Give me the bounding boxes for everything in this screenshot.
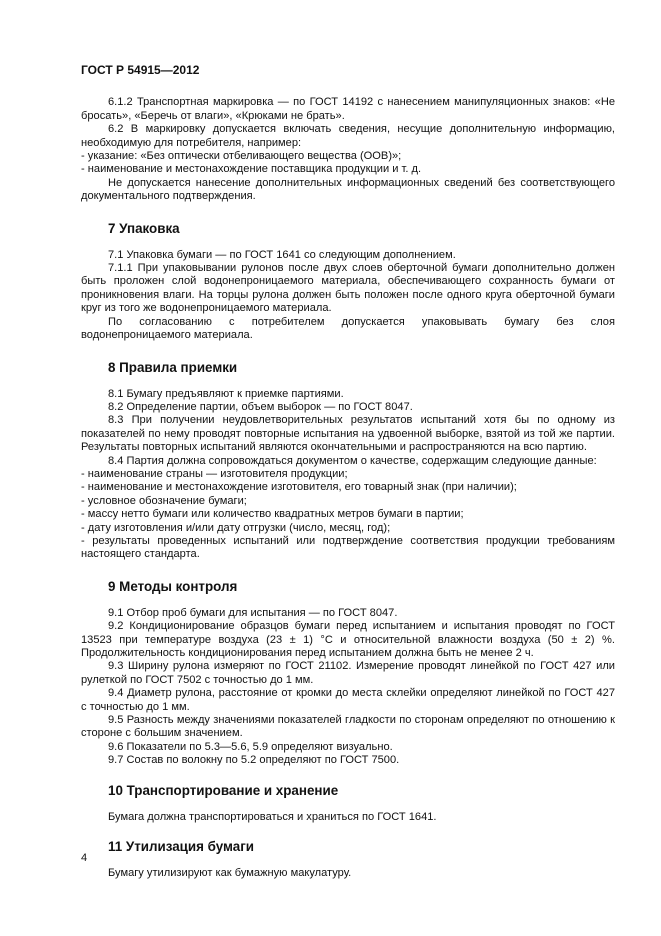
list-item: - массу нетто бумаги или количество квадратных метров бумаги в партии;	[81, 508, 464, 521]
paragraph: 6.2 В маркировку допускается включать сведения, несущие дополнительную информацию, необходимую для потребителя, например:	[81, 123, 615, 149]
paragraph: 8.2 Определение партии, объем выборок — по ГОСТ 8047.	[108, 400, 413, 413]
paragraph: 9.3 Ширину рулона измеряют по ГОСТ 21102. Измерение проводят линейкой по ГОСТ 427 или рулеткой по ГОСТ 7502 с точностью до 1 мм.	[81, 660, 615, 686]
paragraph: 9.4 Диаметр рулона, расстояние от кромки до места склейки определяют линейкой по ГОСТ 427 с точностью до 1 мм.	[81, 687, 615, 713]
intro-block	[81, 96, 615, 203]
paragraph: 6.1.2 Транспортная маркировка — по ГОСТ 14192 с нанесением манипуляционных знаков: «Не бросать», «Беречь от влаги», «Крюками не брать».	[81, 96, 615, 122]
section-packaging	[81, 221, 615, 343]
paragraph: 9.2 Кондиционирование образцов бумаги перед испытанием и испытания проводят по ГОСТ 13523 при температуре воздуха (23 ± 1) °С и относительной влажности воздуха (50 ± 2) %. Продолжительность кондиционирования перед испытанием должна быть не менее 2 ч.	[81, 620, 615, 659]
list-item: - наименование страны — изготовителя продукции;	[81, 467, 348, 480]
paragraph: 9.7 Состав по волокну по 5.2 определяют по ГОСТ 7500.	[108, 754, 400, 767]
page-number: 4	[81, 852, 88, 864]
paragraph: 9.5 Разность между значениями показателей гладкости по сторонам определяют по отношению к стороне с большим значением.	[81, 714, 615, 740]
list-item: - дату изготовления и/или дату отгрузки (число, месяц, год);	[81, 521, 391, 534]
document-page	[81, 64, 615, 880]
section-title: 9 Методы контроля	[108, 578, 238, 594]
section-title: 8 Правила приемки	[108, 359, 238, 375]
paragraph: 8.4 Партия должна сопровождаться документом о качестве, содержащим следующие данные:	[108, 454, 597, 467]
paragraph: По согласованию с потребителем допускается упаковывать бумагу без слоя водонепроницаемого материала.	[81, 315, 615, 342]
section-title: 11 Утилизация бумаги	[108, 839, 255, 855]
paragraph: 8.3 При получении неудовлетворительных результатов испытаний хотя бы по одному из показателей по нему проводят повторные испытания на удвоенной выборке, взятой из той же партии. Результаты повторных испытаний являются окончательными и распространяются на всю партию.	[81, 414, 615, 454]
section-title: 10 Транспортирование и хранение	[108, 782, 339, 798]
list-item: - наименование и местонахождение изготовителя, его товарный знак (при наличии);	[81, 481, 517, 494]
list-item: - указание: «Без оптически отбеливающего вещества (ООВ)»;	[81, 150, 402, 163]
section-disposal	[81, 839, 615, 880]
list-item: - наименование и местонахождение поставщика продукции и т. д.	[81, 163, 422, 176]
section-acceptance-rules	[81, 360, 615, 562]
paragraph: Бумагу утилизируют как бумажную макулатуру.	[108, 867, 352, 880]
paragraph: 9.6 Показатели по 5.3—5.6, 5.9 определяют визуально.	[108, 740, 393, 753]
section-test-methods	[81, 579, 615, 768]
paragraph: Бумага должна транспортироваться и храниться по ГОСТ 1641.	[108, 810, 437, 823]
paragraph: 9.1 Отбор проб бумаги для испытания — по ГОСТ 8047.	[108, 606, 398, 619]
paragraph: 7.1 Упаковка бумаги — по ГОСТ 1641 со следующим дополнением.	[108, 248, 456, 261]
document-header: ГОСТ Р 54915—2012	[81, 63, 200, 77]
paragraph: Не допускается нанесение дополнительных информационных сведений без соответствующего документального подтверждения.	[81, 176, 615, 203]
section-title: 7 Упаковка	[108, 220, 180, 236]
paragraph: 8.1 Бумагу предъявляют к приемке партиями.	[108, 387, 344, 400]
section-transport-storage	[81, 783, 615, 824]
list-item: - условное обозначение бумаги;	[81, 494, 247, 507]
paragraph: 7.1.1 При упаковывании рулонов после двух слоев оберточной бумаги дополнительно должен быть проложен слой водонепроницаемого материала, обеспечивающего сохранность бумаги от проникновения влаги. На торцы рулона должен быть положен после одного круга оберточной бумаги круг из того же водонепроницаемого материала.	[81, 262, 615, 315]
list-item: - результаты проведенных испытаний или подтверждение соответствия продукции требованиям настоящего стандарта.	[81, 534, 615, 561]
